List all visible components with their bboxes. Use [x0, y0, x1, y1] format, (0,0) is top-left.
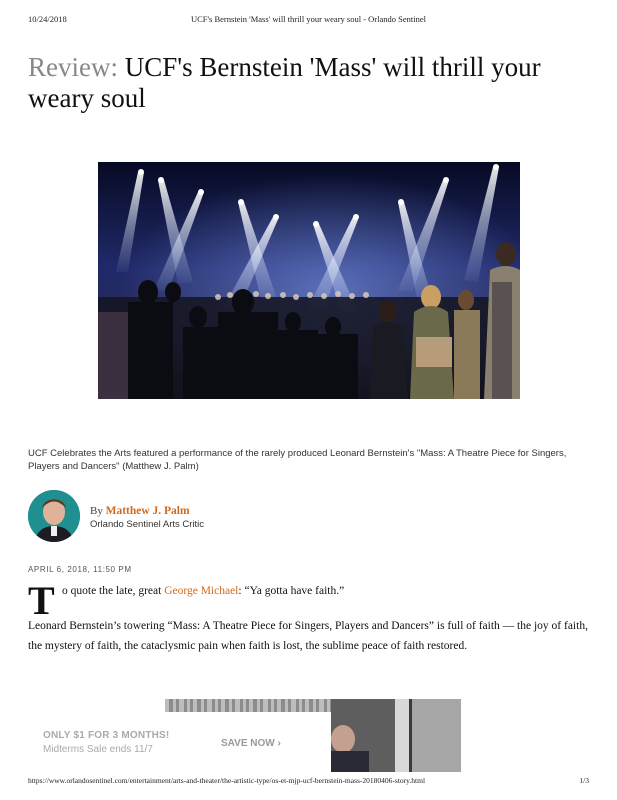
ad-sale-text: Midterms Sale ends 11/7 [43, 744, 153, 755]
headline-kicker: Review: [28, 52, 118, 82]
print-date: 10/24/2018 [28, 14, 67, 24]
author-role: Orlando Sentinel Arts Critic [90, 519, 205, 530]
article-paragraph-2: Leonard Bernstein’s towering “Mass: A Theatre Piece for Singers, Players and Dancers” is full of faith — the joy of faith, the mystery of faith, the cataclysmic pain when faith is lost, the sublime peace of faith restored. [28, 620, 588, 652]
print-doc-title: UCF's Bernstein 'Mass' will thrill your weary soul - Orlando Sentinel [190, 14, 427, 24]
save-now-label: SAVE NOW [221, 738, 275, 749]
article-headline [28, 52, 588, 114]
byline-prefix: By [90, 505, 103, 517]
headline-text: UCF's Bernstein 'Mass' will thrill your weary soul [28, 52, 541, 113]
drop-cap: T [28, 578, 55, 623]
publish-timestamp: APRIL 6, 2018, 11:50 PM [28, 565, 132, 574]
author-portrait [28, 490, 80, 542]
subscription-ad[interactable] [28, 712, 331, 772]
author-name-link[interactable]: Matthew J. Palm [105, 505, 190, 517]
page-number: 1/3 [579, 776, 589, 785]
para1-text-after: : “Ya gotta have faith.” [238, 585, 345, 597]
ad-offer-text: ONLY $1 FOR 3 MONTHS! [43, 730, 170, 741]
print-url: https://www.orlandosentinel.com/entertainment/arts-and-theater/the-artistic-type/os-et-mjp-ucf-bernstein-mass-20180406-story.html [28, 776, 426, 785]
concert-stage-photo [98, 162, 520, 399]
hero-image [98, 162, 520, 399]
george-michael-link[interactable]: George Michael [164, 585, 239, 597]
article-paragraph-1 [62, 585, 344, 597]
byline [90, 505, 190, 517]
chevron-right-icon: › [277, 738, 281, 749]
author-avatar[interactable] [28, 490, 80, 542]
para1-text-before: o quote the late, great [62, 585, 165, 597]
image-caption: UCF Celebrates the Arts featured a performance of the rarely produced Leonard Bernstein's "Mass: A Theatre Piece for Singers, Players and Dancers" (Matthew J. Palm) [28, 448, 567, 472]
save-now-button[interactable] [221, 738, 281, 749]
